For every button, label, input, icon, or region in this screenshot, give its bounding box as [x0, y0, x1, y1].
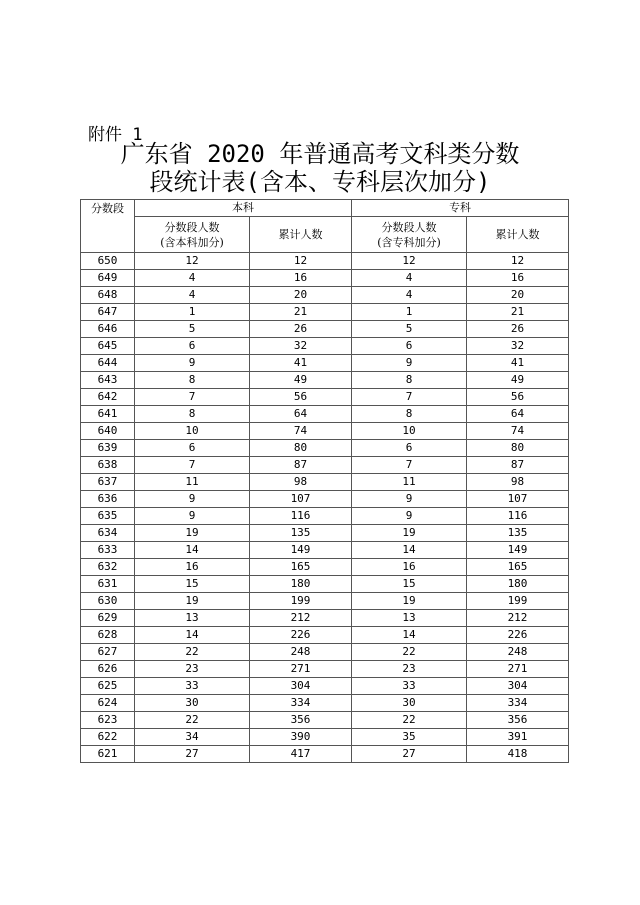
score-cell: 629: [81, 610, 135, 627]
zhuan-count-cell: 5: [352, 321, 467, 338]
score-cell: 636: [81, 491, 135, 508]
zhuan-cumulative-cell: 16: [467, 270, 569, 287]
score-cell: 645: [81, 338, 135, 355]
ben-count-cell: 19: [135, 593, 250, 610]
table-row: [81, 525, 569, 542]
zhuan-count-cell: 23: [352, 661, 467, 678]
score-cell: 627: [81, 644, 135, 661]
score-cell: 637: [81, 474, 135, 491]
zhuan-cumulative-cell: 334: [467, 695, 569, 712]
table-row: [81, 746, 569, 763]
score-rows: [81, 253, 569, 763]
score-cell: 650: [81, 253, 135, 270]
score-cell: 643: [81, 372, 135, 389]
zhuan-cumulative-cell: 212: [467, 610, 569, 627]
table-row: [81, 491, 569, 508]
table-row: [81, 389, 569, 406]
zhuan-count-cell: 19: [352, 593, 467, 610]
header-ben-cumulative: 累计人数: [250, 217, 352, 253]
zhuan-cumulative-cell: 26: [467, 321, 569, 338]
zhuan-count-cell: 7: [352, 389, 467, 406]
ben-cumulative-cell: 32: [250, 338, 352, 355]
ben-cumulative-cell: 390: [250, 729, 352, 746]
ben-cumulative-cell: 226: [250, 627, 352, 644]
table-row: [81, 304, 569, 321]
ben-count-cell: 10: [135, 423, 250, 440]
ben-cumulative-cell: 64: [250, 406, 352, 423]
ben-count-cell: 6: [135, 440, 250, 457]
zhuan-count-cell: 19: [352, 525, 467, 542]
table-row: [81, 729, 569, 746]
ben-count-cell: 1: [135, 304, 250, 321]
score-cell: 647: [81, 304, 135, 321]
header-zhuan-count: [352, 217, 467, 253]
zhuan-cumulative-cell: 98: [467, 474, 569, 491]
zhuan-cumulative-cell: 12: [467, 253, 569, 270]
ben-count-cell: 23: [135, 661, 250, 678]
zhuan-cumulative-cell: 87: [467, 457, 569, 474]
score-cell: 621: [81, 746, 135, 763]
score-cell: 628: [81, 627, 135, 644]
table-row: [81, 287, 569, 304]
ben-count-cell: 34: [135, 729, 250, 746]
zhuan-cumulative-cell: 74: [467, 423, 569, 440]
score-cell: 625: [81, 678, 135, 695]
ben-count-cell: 9: [135, 355, 250, 372]
score-cell: 641: [81, 406, 135, 423]
zhuan-cumulative-cell: 180: [467, 576, 569, 593]
zhuan-cumulative-cell: 135: [467, 525, 569, 542]
header-ben-count: [135, 217, 250, 253]
ben-cumulative-cell: 199: [250, 593, 352, 610]
ben-count-cell: 27: [135, 746, 250, 763]
zhuan-count-cell: 11: [352, 474, 467, 491]
ben-cumulative-cell: 149: [250, 542, 352, 559]
zhuan-count-cell: 12: [352, 253, 467, 270]
ben-cumulative-cell: 212: [250, 610, 352, 627]
score-cell: 649: [81, 270, 135, 287]
score-cell: 624: [81, 695, 135, 712]
table-row: [81, 474, 569, 491]
zhuan-cumulative-cell: 41: [467, 355, 569, 372]
score-cell: 640: [81, 423, 135, 440]
zhuan-count-cell: 15: [352, 576, 467, 593]
zhuan-cumulative-cell: 418: [467, 746, 569, 763]
ben-cumulative-cell: 41: [250, 355, 352, 372]
table-row: [81, 423, 569, 440]
score-cell: 634: [81, 525, 135, 542]
header-zhuan-cumulative: 累计人数: [467, 217, 569, 253]
attachment-label: 附件 1: [88, 125, 143, 145]
score-cell: 642: [81, 389, 135, 406]
table-row: [81, 440, 569, 457]
ben-cumulative-cell: 165: [250, 559, 352, 576]
zhuan-cumulative-cell: 226: [467, 627, 569, 644]
zhuan-count-cell: 14: [352, 542, 467, 559]
ben-count-cell: 9: [135, 491, 250, 508]
ben-cumulative-cell: 20: [250, 287, 352, 304]
ben-cumulative-cell: 74: [250, 423, 352, 440]
table-row: [81, 644, 569, 661]
ben-count-cell: 7: [135, 457, 250, 474]
zhuan-cumulative-cell: 56: [467, 389, 569, 406]
score-cell: 635: [81, 508, 135, 525]
ben-count-cell: 11: [135, 474, 250, 491]
ben-count-cell: 9: [135, 508, 250, 525]
ben-count-cell: 16: [135, 559, 250, 576]
zhuan-count-cell: 6: [352, 440, 467, 457]
zhuan-count-cell: 7: [352, 457, 467, 474]
zhuan-count-cell: 13: [352, 610, 467, 627]
ben-cumulative-cell: 107: [250, 491, 352, 508]
zhuan-cumulative-cell: 165: [467, 559, 569, 576]
zhuan-count-cell: 14: [352, 627, 467, 644]
table-row: [81, 372, 569, 389]
table-row: [81, 593, 569, 610]
score-cell: 633: [81, 542, 135, 559]
score-cell: 626: [81, 661, 135, 678]
header-score-range: 分数段: [81, 200, 135, 253]
ben-cumulative-cell: 12: [250, 253, 352, 270]
zhuan-count-cell: 6: [352, 338, 467, 355]
ben-count-cell: 14: [135, 542, 250, 559]
ben-count-cell: 8: [135, 406, 250, 423]
ben-count-cell: 30: [135, 695, 250, 712]
score-cell: 622: [81, 729, 135, 746]
zhuan-count-cell: 9: [352, 508, 467, 525]
score-cell: 644: [81, 355, 135, 372]
table-row: [81, 508, 569, 525]
zhuan-cumulative-cell: 391: [467, 729, 569, 746]
table-row: [81, 338, 569, 355]
zhuan-count-cell: 10: [352, 423, 467, 440]
table-row: [81, 457, 569, 474]
zhuan-cumulative-cell: 149: [467, 542, 569, 559]
ben-cumulative-cell: 87: [250, 457, 352, 474]
zhuan-count-cell: 4: [352, 287, 467, 304]
ben-count-cell: 8: [135, 372, 250, 389]
header-undergraduate: 本科: [135, 200, 352, 217]
zhuan-cumulative-cell: 107: [467, 491, 569, 508]
ben-cumulative-cell: 356: [250, 712, 352, 729]
ben-cumulative-cell: 304: [250, 678, 352, 695]
score-cell: 648: [81, 287, 135, 304]
header-ben-count-label: 分数段人数: [164, 220, 220, 234]
ben-count-cell: 4: [135, 287, 250, 304]
ben-cumulative-cell: 334: [250, 695, 352, 712]
ben-count-cell: 19: [135, 525, 250, 542]
zhuan-count-cell: 4: [352, 270, 467, 287]
zhuan-count-cell: 30: [352, 695, 467, 712]
zhuan-cumulative-cell: 248: [467, 644, 569, 661]
header-junior-college: 专科: [352, 200, 569, 217]
ben-cumulative-cell: 271: [250, 661, 352, 678]
table-row: [81, 559, 569, 576]
score-cell: 646: [81, 321, 135, 338]
zhuan-cumulative-cell: 199: [467, 593, 569, 610]
ben-count-cell: 14: [135, 627, 250, 644]
ben-cumulative-cell: 180: [250, 576, 352, 593]
ben-count-cell: 22: [135, 644, 250, 661]
ben-count-cell: 7: [135, 389, 250, 406]
zhuan-cumulative-cell: 64: [467, 406, 569, 423]
zhuan-count-cell: 16: [352, 559, 467, 576]
score-cell: 638: [81, 457, 135, 474]
zhuan-cumulative-cell: 304: [467, 678, 569, 695]
zhuan-count-cell: 8: [352, 372, 467, 389]
zhuan-cumulative-cell: 356: [467, 712, 569, 729]
zhuan-count-cell: 8: [352, 406, 467, 423]
table-row: [81, 712, 569, 729]
zhuan-count-cell: 9: [352, 355, 467, 372]
score-cell: 639: [81, 440, 135, 457]
ben-cumulative-cell: 135: [250, 525, 352, 542]
header-zhuan-count-note: (含专科加分): [377, 235, 441, 249]
zhuan-count-cell: 27: [352, 746, 467, 763]
table-row: [81, 627, 569, 644]
ben-cumulative-cell: 248: [250, 644, 352, 661]
zhuan-cumulative-cell: 20: [467, 287, 569, 304]
header-zhuan-count-label: 分数段人数: [381, 220, 437, 234]
ben-count-cell: 12: [135, 253, 250, 270]
table-row: [81, 321, 569, 338]
table-row: [81, 355, 569, 372]
zhuan-cumulative-cell: 49: [467, 372, 569, 389]
ben-cumulative-cell: 56: [250, 389, 352, 406]
page-title-line-1: 广东省 2020 年普通高考文科类分数: [120, 140, 520, 168]
table-row: [81, 270, 569, 287]
zhuan-cumulative-cell: 80: [467, 440, 569, 457]
ben-count-cell: 4: [135, 270, 250, 287]
zhuan-cumulative-cell: 32: [467, 338, 569, 355]
score-cell: 630: [81, 593, 135, 610]
ben-cumulative-cell: 98: [250, 474, 352, 491]
ben-cumulative-cell: 80: [250, 440, 352, 457]
zhuan-cumulative-cell: 271: [467, 661, 569, 678]
table-row: [81, 253, 569, 270]
ben-count-cell: 33: [135, 678, 250, 695]
table-row: [81, 576, 569, 593]
ben-cumulative-cell: 417: [250, 746, 352, 763]
table-row: [81, 406, 569, 423]
zhuan-count-cell: 9: [352, 491, 467, 508]
table-row: [81, 661, 569, 678]
zhuan-count-cell: 35: [352, 729, 467, 746]
table-row: [81, 610, 569, 627]
score-cell: 631: [81, 576, 135, 593]
ben-cumulative-cell: 16: [250, 270, 352, 287]
table-row: [81, 695, 569, 712]
ben-cumulative-cell: 21: [250, 304, 352, 321]
zhuan-cumulative-cell: 21: [467, 304, 569, 321]
zhuan-count-cell: 33: [352, 678, 467, 695]
zhuan-count-cell: 1: [352, 304, 467, 321]
zhuan-cumulative-cell: 116: [467, 508, 569, 525]
table-row: [81, 542, 569, 559]
ben-cumulative-cell: 49: [250, 372, 352, 389]
header-ben-count-note: (含本科加分): [160, 235, 224, 249]
ben-count-cell: 6: [135, 338, 250, 355]
score-cell: 632: [81, 559, 135, 576]
page-title-line-2: 段统计表(含本、专科层次加分): [149, 168, 491, 196]
zhuan-count-cell: 22: [352, 644, 467, 661]
ben-count-cell: 15: [135, 576, 250, 593]
ben-cumulative-cell: 116: [250, 508, 352, 525]
score-cell: 623: [81, 712, 135, 729]
table-row: [81, 678, 569, 695]
zhuan-count-cell: 22: [352, 712, 467, 729]
ben-cumulative-cell: 26: [250, 321, 352, 338]
score-distribution-table: [80, 199, 569, 763]
ben-count-cell: 5: [135, 321, 250, 338]
ben-count-cell: 13: [135, 610, 250, 627]
ben-count-cell: 22: [135, 712, 250, 729]
